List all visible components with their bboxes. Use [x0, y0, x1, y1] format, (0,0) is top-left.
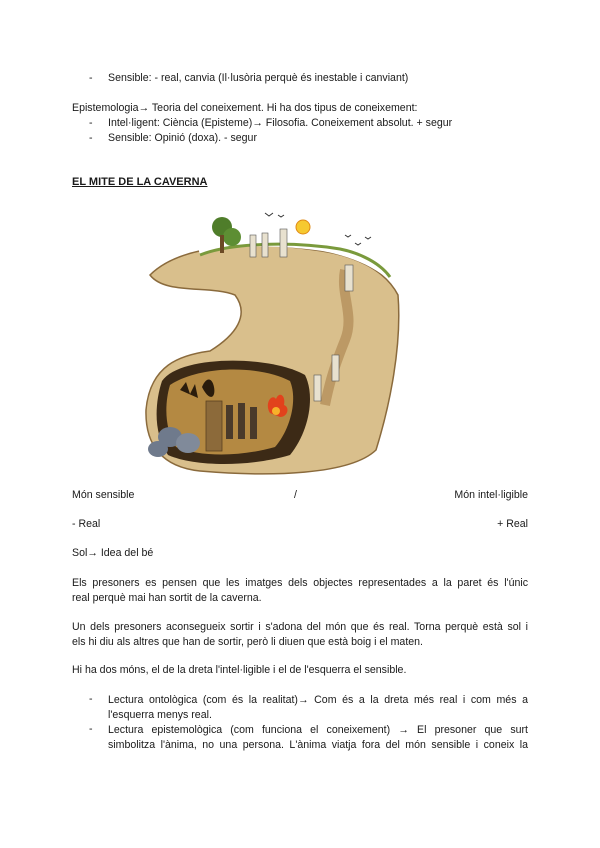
paragraph-line: Un dels presoners aconsegueix sortir i s'adona del món que és real. Torna perquè està sol i	[72, 621, 528, 633]
reading-line: Lectura ontològica (com és la realitat)→ Com és a la dreta més real i com més a	[108, 694, 528, 706]
paragraph-escape	[72, 620, 528, 650]
bullet-dash: -	[89, 723, 93, 735]
section-title: EL MITE DE LA CAVERNA	[72, 176, 208, 188]
world-sensible-value: - Real	[72, 518, 101, 530]
sun-idea-line: Sol→ Idea del bé	[72, 547, 154, 559]
reading-line: simbolitza l'ànima, no una persona. L'ànima viatja fora del món sensible i coneix la	[108, 739, 528, 751]
reading-line: l'esquerra menys real.	[108, 709, 212, 721]
epistemology-heading: Epistemologia→ Teoria del coneixement. Hi ha dos tipus de coneixement:	[72, 102, 418, 114]
bullet-dash: -	[89, 693, 93, 705]
reading-ontological	[108, 693, 528, 723]
epistemology-item-sensible: Sensible: Opinió (doxa). - segur	[108, 132, 257, 144]
paragraph-prisoners	[72, 576, 528, 606]
paragraph-line: real perquè mai han sortit de la caverna.	[72, 592, 262, 604]
bullet-dash: -	[89, 72, 93, 84]
epistemology-item-intelligent: Intel·ligent: Ciència (Episteme)→ Filosofia. Coneixement absolut. + segur	[108, 117, 453, 129]
bullet-dash: -	[89, 117, 93, 129]
paragraph-line: els hi diu als altres que han de sortir, però li diuen que està boig i el maten.	[72, 636, 423, 648]
paragraph-line: Els presoners es pensen que les imatges dels objectes representades a la paret és l'únic	[72, 577, 528, 589]
sensible-definition: Sensible: - real, canvia (Il·lusòria perquè és inestable i canviant)	[108, 72, 409, 84]
world-intelligible-value: + Real	[497, 518, 528, 530]
cave-allegory-illustration	[140, 205, 402, 480]
reading-epistemological	[108, 723, 528, 753]
world-sensible-label: Món sensible	[72, 489, 135, 501]
reading-line: Lectura epistemològica (com funciona el coneixement) → El presoner que surt	[108, 724, 528, 736]
paragraph-two-worlds: Hi ha dos móns, el de la dreta l'intel·ligible i el de l'esquerra el sensible.	[72, 664, 407, 676]
bullet-dash: -	[89, 132, 93, 144]
world-intelligible-label: Món intel·ligible	[454, 489, 528, 501]
world-separator: /	[294, 489, 297, 501]
